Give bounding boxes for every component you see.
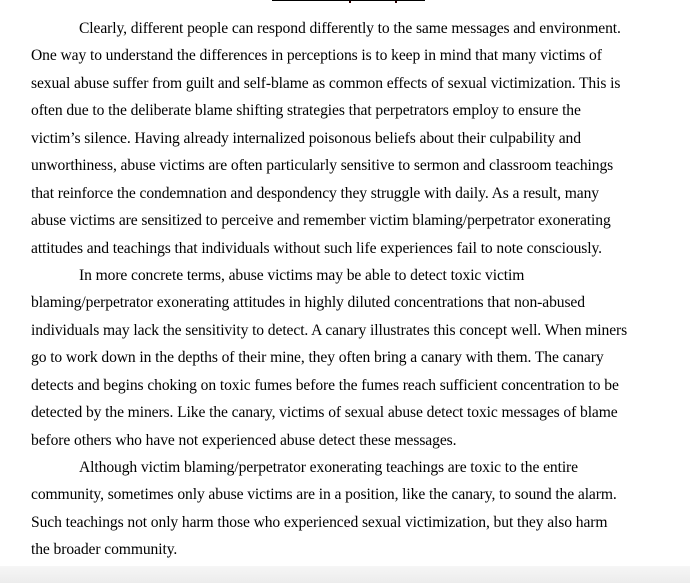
text-line: the broader community. — [31, 541, 178, 559]
text-line: before others who have not experienced abuse detect these messages. — [31, 431, 457, 449]
text-line: community, sometimes only abuse victims are in a position, like the canary, to sound the alarm. — [31, 486, 617, 504]
clipped-heading-descender — [349, 1, 351, 3]
paragraph-3 — [31, 454, 690, 564]
text-line: detected by the miners. Like the canary, victims of sexual abuse detect toxic messages of blame — [31, 404, 618, 422]
paragraph-2 — [31, 262, 690, 454]
clipped-heading-descender — [395, 1, 397, 3]
text-line: Although victim blaming/perpetrator exonerating teachings are toxic to the entire — [79, 459, 578, 476]
text-line: go to work down in the depths of their mine, they often bring a canary with them. The canary — [31, 349, 604, 367]
text-line: One way to understand the differences in perceptions is to keep in mind that many victims of — [31, 47, 602, 65]
text-line: Such teachings not only harm those who experienced sexual victimization, but they also harm — [31, 513, 608, 531]
page-bottom-edge — [0, 566, 690, 583]
text-line: individuals may lack the sensitivity to detect. A canary illustrates this concept well. When miners — [31, 321, 628, 339]
text-line: abuse victims are sensitized to perceive and remember victim blaming/perpetrator exonerating — [31, 212, 611, 230]
paragraph-1 — [31, 15, 690, 262]
text-line: victim’s silence. Having already internalized poisonous beliefs about their culpability and — [31, 129, 581, 147]
text-line: Clearly, different people can respond differently to the same messages and environment. — [79, 20, 621, 37]
document-body — [31, 15, 690, 564]
text-line: blaming/perpetrator exonerating attitudes in highly diluted concentrations that non-abused — [31, 294, 585, 312]
text-line: that reinforce the condemnation and despondency they struggle with daily. As a result, many — [31, 184, 599, 202]
text-line: attitudes and teachings that individuals without such life experiences fail to note consciously. — [31, 239, 602, 257]
text-line: detects and begins choking on toxic fumes before the fumes reach sufficient concentration to be — [31, 376, 619, 394]
text-line: In more concrete terms, abuse victims may be able to detect toxic victim — [79, 266, 525, 284]
text-line: unworthiness, abuse victims are often particularly sensitive to sermon and classroom teachings — [31, 157, 614, 175]
text-line: sexual abuse suffer from guilt and self-blame as common effects of sexual victimization. This is — [31, 74, 621, 92]
text-line: often due to the deliberate blame shifting strategies that perpetrators employ to ensure the — [31, 102, 581, 120]
